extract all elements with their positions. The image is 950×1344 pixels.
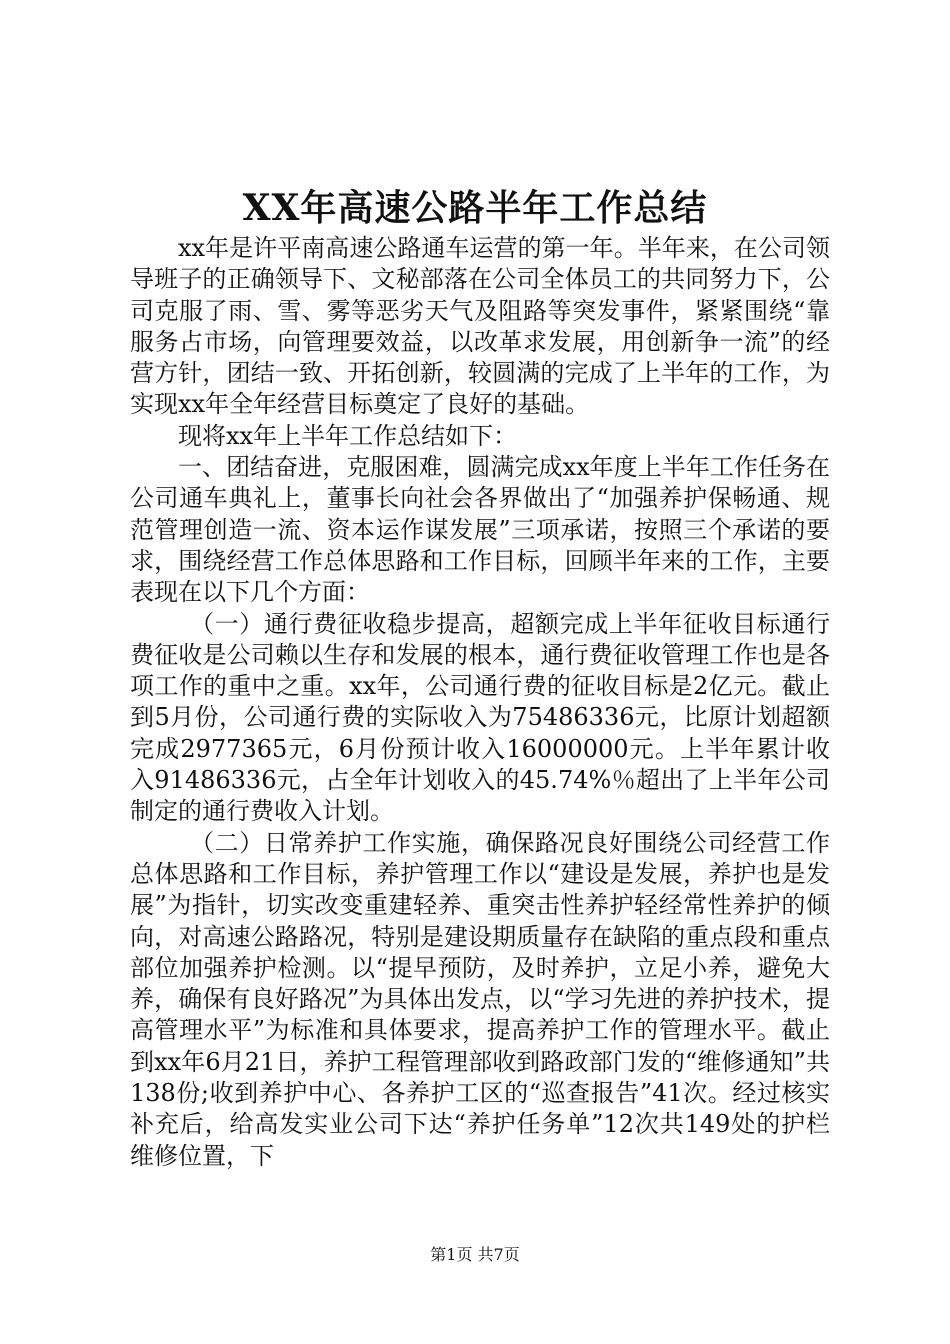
document-title: XX年高速公路半年工作总结 <box>242 187 708 229</box>
paragraph-toll-collection: （一）通行费征收稳步提高，超额完成上半年征收目标通行费征收是公司赖以生存和发展的根本，通行费征收管理工作也是各项工作的重中之重。xx年，公司通行费的征收目标是2亿元。截止到5月份，公司通行费的实际收入为75486336元，比原计划超额完成2977365元，6月份预计收入16000000元。上半年累计收入91486336元，占全年计划收入的45.74%％超出了上半年公司制定的通行费收入计划。 <box>130 609 830 826</box>
paragraph-section-one: 一、团结奋进，克服困难，圆满完成xx年度上半年工作任务在公司通车典礼上，董事长向社会各界做出了“加强养护保畅通、规范管理创造一流、资本运作谋发展”三项承诺，按照三个承诺的要求，围绕经营工作总体思路和工作目标，回顾半年来的工作，主要表现在以下几个方面： <box>130 453 830 607</box>
paragraph-intro: xx年是许平南高速公路通车运营的第一年。半年来，在公司领导班子的正确领导下、文秘部落在公司全体员工的共同努力下，公司克服了雨、雪、雾等恶劣天气及阻路等突发事件，紧紧围绕“靠服务占市场，向管理要效益，以改革求发展，用创新争一流”的经营方针，团结一致、开拓创新，较圆满的完成了上半年的工作，为实现xx年全年经营目标奠定了良好的基础。 <box>130 234 830 419</box>
document-body <box>130 233 830 1172</box>
page-number-footer: 第1页 共7页 <box>430 1245 520 1264</box>
paragraph-summary-lead: 现将xx年上半年工作总结如下： <box>178 421 518 450</box>
paragraph-maintenance: （二）日常养护工作实施，确保路况良好围绕公司经营工作总体思路和工作目标，养护管理工作以“建设是发展，养护也是发展”为指针，切实改变重建轻养、重突击性养护轻经常性养护的倾向，对高速公路路况，特别是建设期质量存在缺陷的重点段和重点部位加强养护检测。以“提早预防，及时养护，立足小养，避免大养，确保有良好路况”为具体出发点，以“学习先进的养护技术，提高管理水平”为标准和具体要求，提高养护工作的管理水平。截止到xx年6月21日，养护工程管理部收到路政部门发的“维修通知”共138份;收到养护中心、各养护工区的“巡查报告”41次。经过核实补充后，给高发实业公司下达“养护任务单”12次共149处的护栏维修位置，下 <box>130 828 830 1170</box>
